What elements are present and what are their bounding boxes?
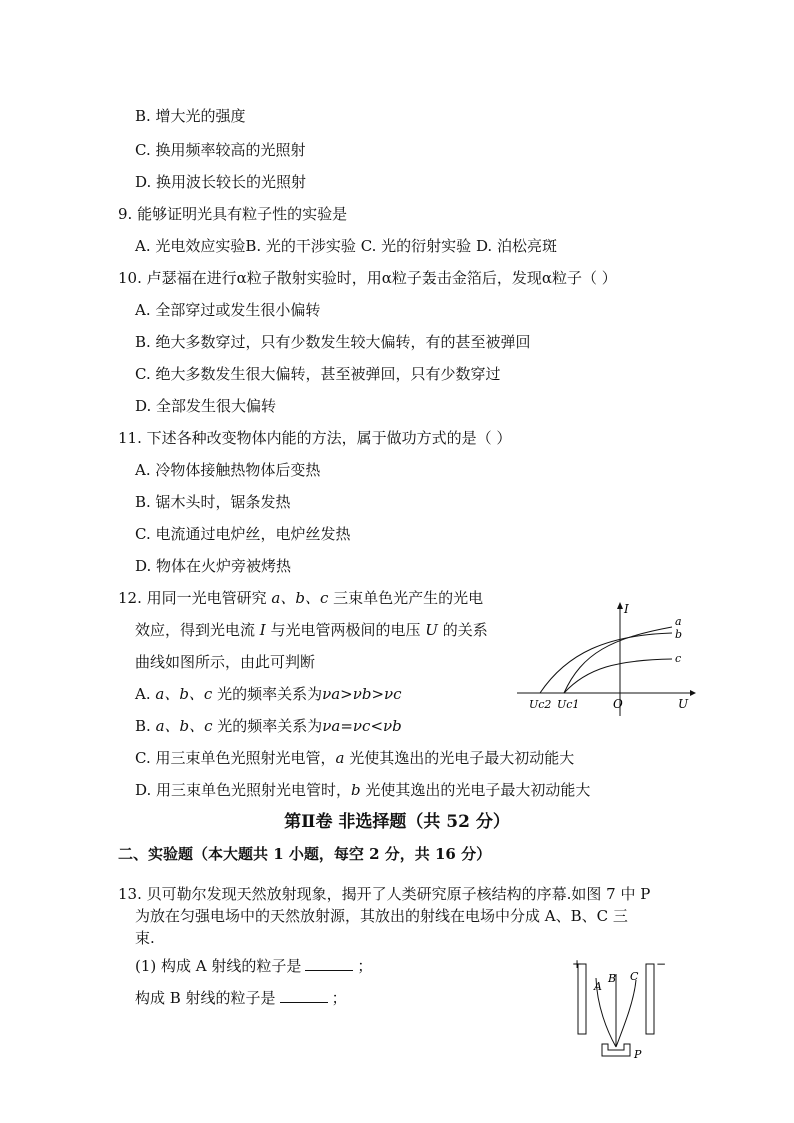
- q12-stem-line3: 曲线如图所示，由此可判断: [135, 653, 316, 671]
- u-axis-arrow: [690, 690, 696, 696]
- q10-option-d: D. 全部发生很大偏转: [135, 397, 277, 415]
- curve-b: [540, 633, 672, 693]
- q12-option-d: D. 用三束单色光照射光电管时，b 光使其逸出的光电子最大初动能大: [135, 781, 591, 799]
- q8-option-c: C. 换用频率较高的光照射: [135, 141, 306, 159]
- q12-stem-line1: 12. 用同一光电管研究 a、b、c 三束单色光产生的光电: [118, 589, 484, 607]
- q11-stem: 11. 下述各种改变物体内能的方法，属于做功方式的是（ ）: [118, 429, 512, 447]
- answer-blank-a[interactable]: [305, 956, 353, 971]
- u-axis-label: U: [678, 697, 689, 711]
- uc1-label: Uc1: [557, 698, 580, 711]
- plus-sign: +: [572, 957, 583, 971]
- q10-option-b: B. 绝大多数穿过，只有少数发生较大偏转，有的甚至被弹回: [135, 333, 531, 351]
- q12-stem-line2: 效应，得到光电流 I 与光电管两极间的电压 U 的关系: [135, 621, 488, 639]
- ray-c: [616, 980, 636, 1047]
- q10-option-a: A. 全部穿过或发生很小偏转: [135, 301, 321, 319]
- q12-option-b: B. a、b、c 光的频率关系为νa=νc<νb: [135, 717, 402, 735]
- q11-option-a: A. 冷物体接触热物体后变热: [135, 461, 321, 479]
- i-axis-arrow: [617, 602, 623, 609]
- section2-heading: 二、实验题（本大题共 1 小题，每空 2 分，共 16 分）: [118, 845, 492, 863]
- q13-radiation-figure: [572, 956, 666, 1072]
- q10-stem: 10. 卢瑟福在进行α粒子散射实验时，用α粒子轰击金箔后，发现α粒子（ ）: [118, 269, 617, 287]
- q13-line2: 为放在匀强电场中的天然放射源，其放出的射线在电场中分成 A、B、C 三: [135, 907, 628, 925]
- positive-plate: [578, 964, 586, 1034]
- q12-iu-graph: [512, 598, 696, 716]
- answer-blank-b[interactable]: [280, 988, 328, 1003]
- minus-sign: −: [656, 957, 666, 971]
- q10-option-c: C. 绝大多数发生很大偏转，甚至被弹回，只有少数穿过: [135, 365, 501, 383]
- q11-option-b: B. 锯木头时，锯条发热: [135, 493, 291, 511]
- q9-stem: 9. 能够证明光具有粒子性的实验是: [118, 205, 348, 223]
- part2-title: 第Ⅱ卷 非选择题（共 52 分）: [284, 812, 510, 832]
- curve-c-label: c: [675, 652, 682, 665]
- label-p: P: [634, 1048, 642, 1061]
- q8-option-d: D. 换用波长较长的光照射: [135, 173, 307, 191]
- q13-line3: 束.: [135, 929, 155, 947]
- uc2-label: Uc2: [529, 698, 552, 711]
- q12-option-c: C. 用三束单色光照射光电管，a 光使其逸出的光电子最大初动能大: [135, 749, 575, 767]
- label-c: C: [630, 970, 639, 983]
- curve-c: [564, 659, 672, 693]
- q13-sub1: (1) 构成 A 射线的粒子是 ；: [135, 957, 373, 975]
- q13-line1: 13. 贝可勒尔发现天然放射现象，揭开了人类研究原子核结构的序幕.如图 7 中 P: [118, 885, 651, 903]
- q13-sub2: 构成 B 射线的粒子是 ；: [135, 989, 347, 1007]
- label-b: B: [608, 972, 617, 985]
- negative-plate: [646, 964, 654, 1034]
- q9-options: A. 光电效应实验B. 光的干涉实验 C. 光的衍射实验 D. 泊松亮斑: [135, 237, 557, 255]
- label-a: A: [594, 980, 602, 993]
- origin-label: O: [613, 697, 623, 711]
- q8-option-b: B. 增大光的强度: [135, 107, 246, 125]
- q11-option-d: D. 物体在火炉旁被烤热: [135, 557, 292, 575]
- i-axis-label: I: [624, 602, 629, 616]
- q11-option-c: C. 电流通过电炉丝，电炉丝发热: [135, 525, 351, 543]
- curve-b-label: b: [675, 628, 683, 641]
- q12-option-a: A. a、b、c 光的频率关系为νa>νb>νc: [135, 685, 402, 703]
- curve-a-label: a: [675, 615, 682, 628]
